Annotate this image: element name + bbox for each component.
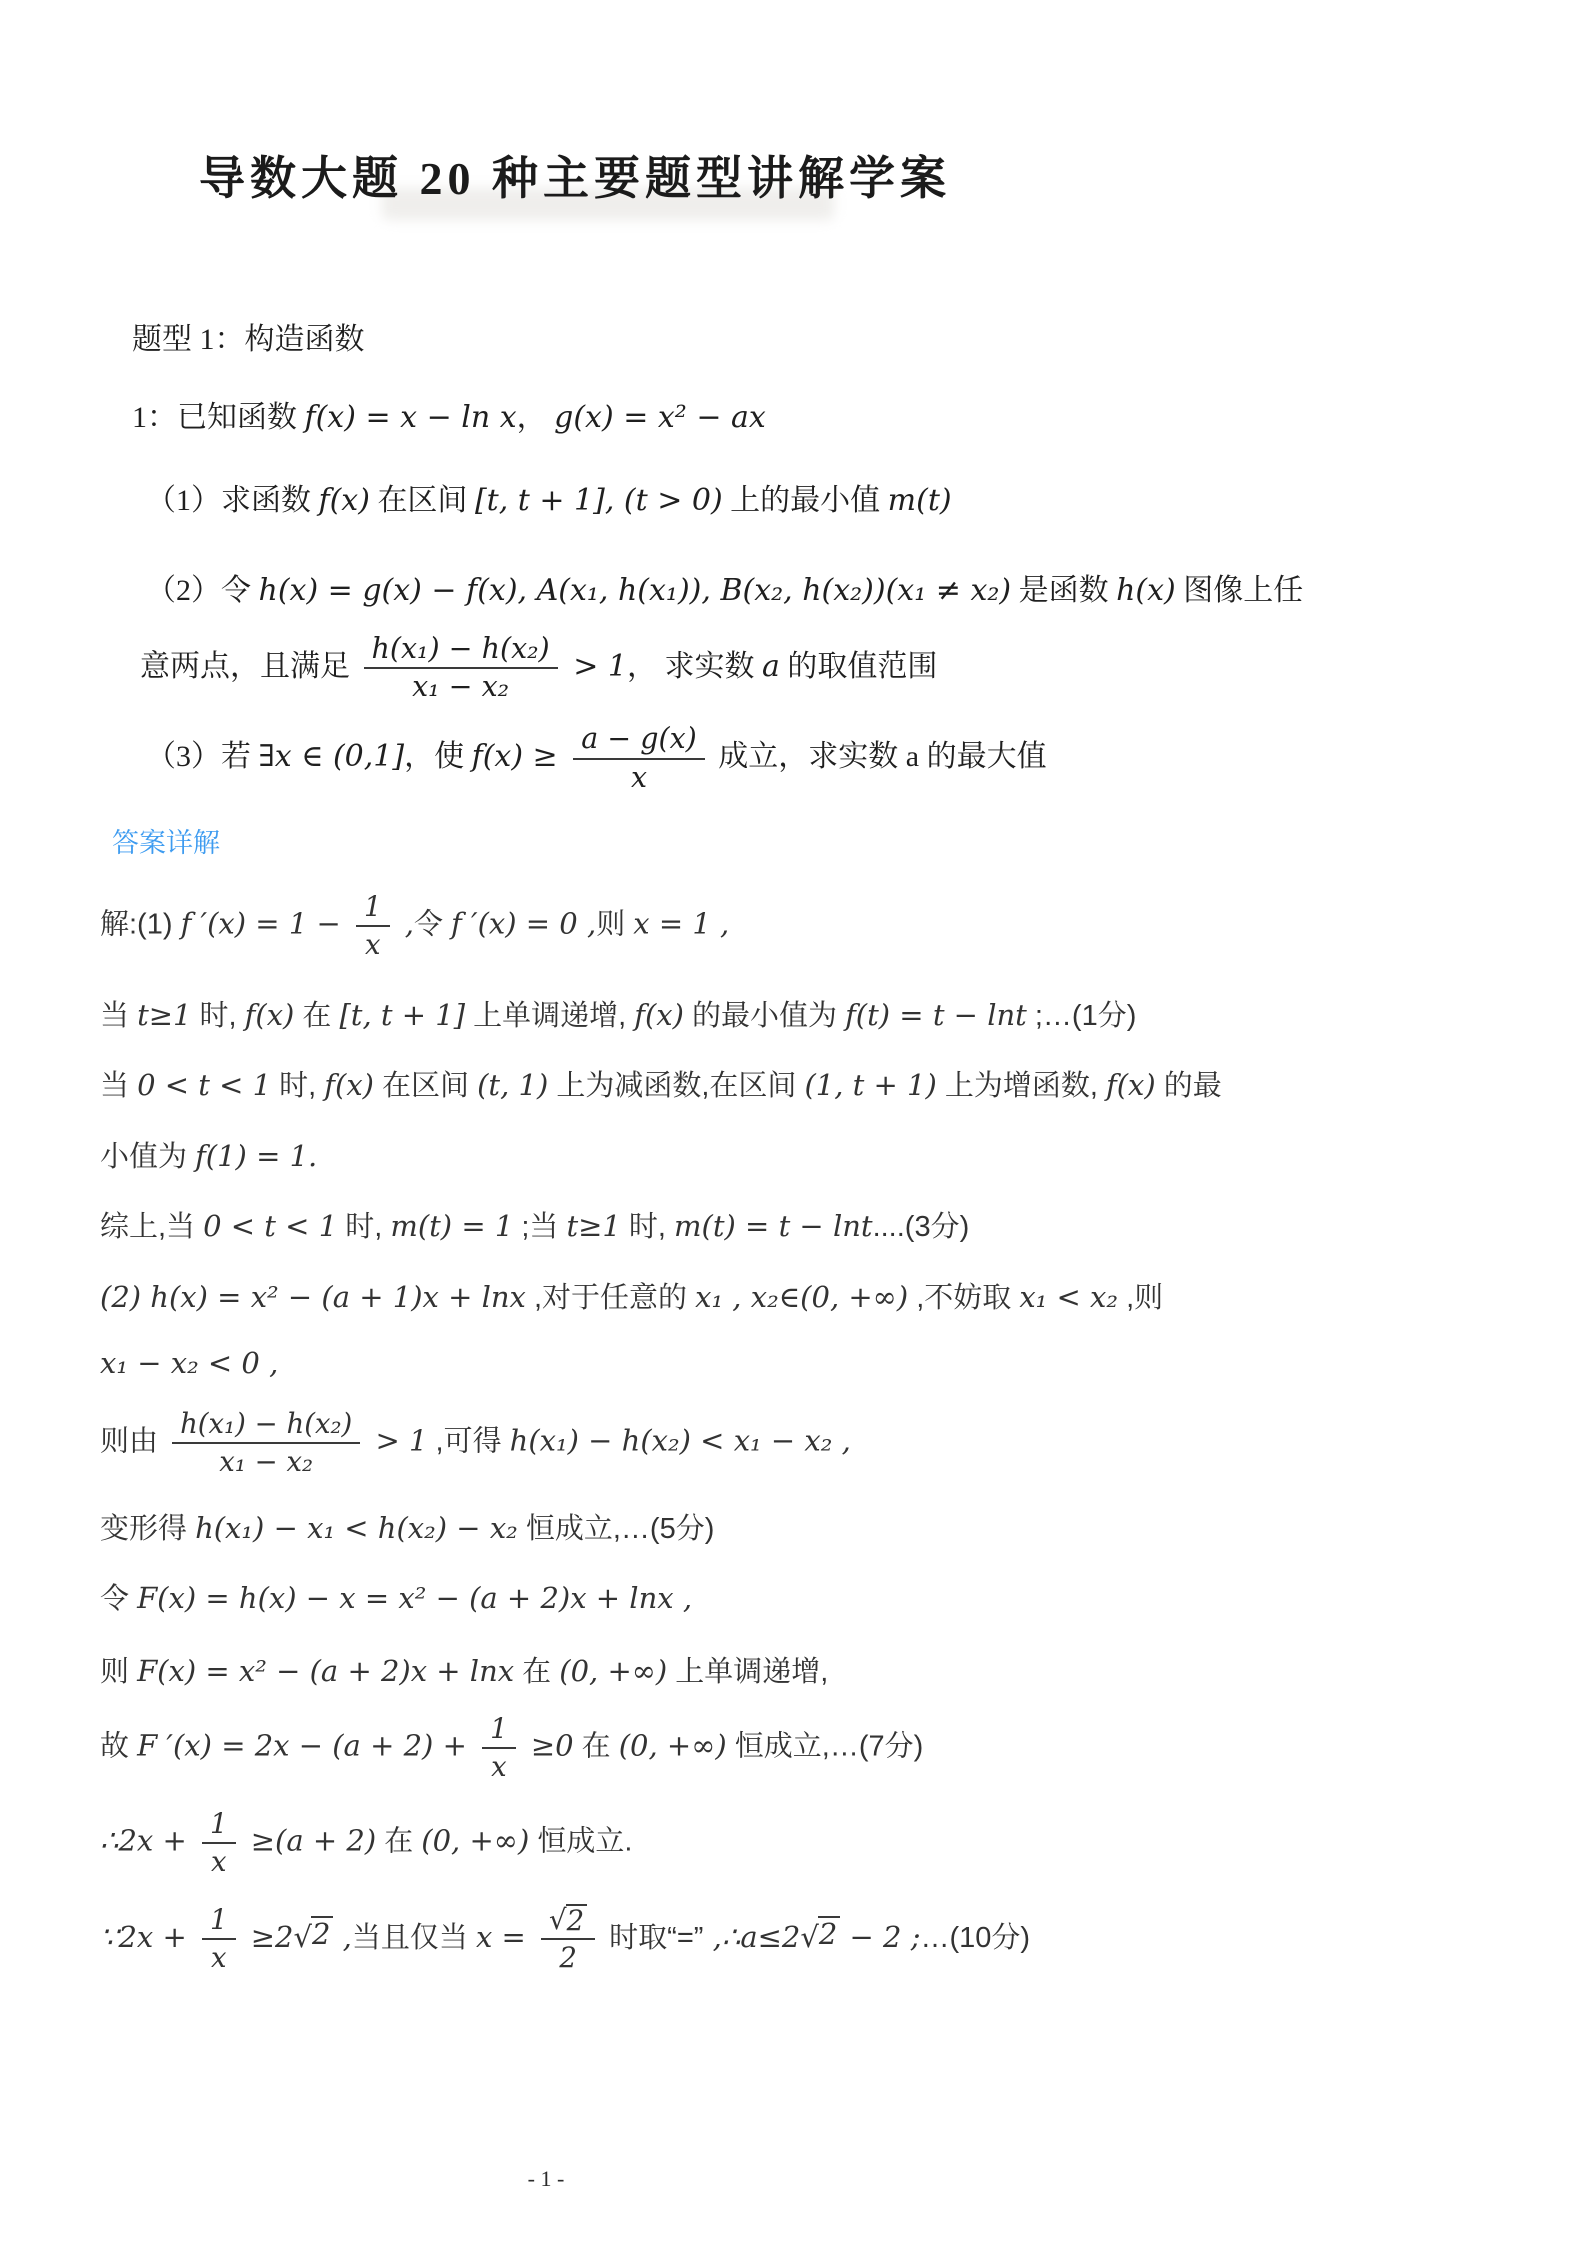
math-run: 2 bbox=[559, 1942, 577, 1975]
text-run: 则 bbox=[596, 908, 634, 941]
text-run: ,对于任意的 bbox=[525, 1281, 696, 1314]
math-run: h(x) = g(x) − f(x), A(x₁, h(x₁)), B(x₂, h(x₂))(x₁ ≠ x₂) bbox=[258, 572, 1012, 608]
math-run: x = 1 , bbox=[633, 906, 730, 941]
text-run: ;…(1分) bbox=[1026, 999, 1137, 1032]
solution-line bbox=[100, 1064, 1587, 1109]
text-run: 当且仅当 bbox=[351, 1921, 476, 1954]
text-run: 在 bbox=[514, 1655, 560, 1688]
math-run: f(t) = t − lnt bbox=[845, 997, 1027, 1032]
text-run: 时, bbox=[271, 1070, 325, 1103]
text-run: ,可得 bbox=[427, 1425, 510, 1458]
math-run: x bbox=[210, 1941, 227, 1974]
fraction bbox=[202, 1807, 236, 1879]
text-run: ;当 bbox=[513, 1211, 567, 1244]
math-run: g(x) = x² − ax bbox=[554, 399, 766, 435]
solution-line bbox=[100, 1342, 1587, 1387]
text-run: 的最小值为 bbox=[683, 999, 846, 1032]
math-run: f(x) bbox=[1105, 1068, 1156, 1103]
math-run: f(x) ≥ bbox=[471, 739, 568, 775]
text-run: 在 bbox=[294, 999, 340, 1032]
page-title: 导数大题 20 种主要题型讲解学案 bbox=[199, 153, 951, 204]
math-run: F ′(x) = 2x − (a + 2) + bbox=[137, 1729, 477, 1764]
sqrt-expression: √ 2 bbox=[800, 1916, 840, 1960]
fraction bbox=[172, 1407, 360, 1479]
text-run: 在区间 bbox=[373, 1070, 478, 1103]
solution-line bbox=[100, 1276, 1587, 1321]
math-run: f(x) bbox=[244, 997, 295, 1032]
math-run: [t, t + 1] bbox=[339, 997, 466, 1032]
math-run: x₁ , x₂∈(0, +∞) bbox=[695, 1279, 909, 1314]
math-run: F(x) = x² − (a + 2)x + lnx bbox=[137, 1653, 515, 1688]
math-run: f ′(x) = 0 , bbox=[451, 906, 597, 941]
text-run: 当 bbox=[100, 999, 138, 1032]
problem-line-q1 bbox=[146, 479, 1587, 523]
text-run: 图像上任 bbox=[1175, 573, 1304, 607]
math-run: f(1) = 1. bbox=[195, 1138, 318, 1173]
fraction bbox=[541, 1903, 595, 1976]
text-run: 上为增函数, bbox=[936, 1070, 1106, 1103]
math-run: (t, 1) bbox=[477, 1068, 549, 1103]
math-run: x bbox=[365, 928, 381, 961]
text-run: 时, bbox=[337, 1211, 391, 1244]
text-run: 是函数 bbox=[1011, 573, 1117, 607]
math-run: h(x₁) − x₁ < h(x₂) − x₂ bbox=[195, 1510, 518, 1545]
math-run: f(x) bbox=[318, 483, 370, 518]
math-run: (0, +∞) bbox=[559, 1653, 668, 1688]
math-run: t≥1 bbox=[566, 1209, 621, 1244]
text-run: 1：已知函数 bbox=[132, 400, 305, 434]
math-run: > 1 bbox=[366, 1423, 428, 1458]
text-run: 恒成立,…(7分) bbox=[726, 1731, 924, 1764]
solution-line bbox=[100, 1712, 1587, 1784]
math-run: ∵2x + bbox=[100, 1919, 196, 1954]
math-run: ∴2x + bbox=[100, 1823, 196, 1858]
fraction bbox=[202, 1903, 236, 1975]
math-run: f(x) = x − ln x bbox=[304, 399, 517, 435]
math-run: > 1 bbox=[563, 649, 627, 685]
math-run: 1 bbox=[210, 1903, 228, 1936]
text-run: 成立，求实数 a 的最大值 bbox=[710, 740, 1047, 774]
text-run: 恒成立,…(5分) bbox=[517, 1512, 715, 1545]
text-run: 变形得 bbox=[100, 1512, 196, 1545]
text-run: ，使 bbox=[404, 740, 472, 774]
math-run: (0, +∞) bbox=[421, 1823, 530, 1858]
problem-line-q2 bbox=[146, 569, 1587, 613]
text-run: ， bbox=[516, 400, 555, 434]
text-run: 令 bbox=[100, 1583, 138, 1616]
problem-line-intro bbox=[132, 396, 1587, 440]
solution-line bbox=[100, 1507, 1587, 1552]
math-run: − 2 ; bbox=[840, 1919, 921, 1954]
text-run: 的最 bbox=[1155, 1070, 1222, 1103]
solution-line bbox=[100, 1650, 1587, 1695]
text-run: 在 bbox=[573, 1731, 619, 1764]
solution-line bbox=[100, 1135, 1587, 1180]
text-run: 的取值范围 bbox=[779, 650, 938, 684]
text-run: 时, bbox=[620, 1211, 675, 1244]
text-run: 上单调递增, bbox=[465, 999, 635, 1032]
text-run: 在区间 bbox=[369, 484, 475, 517]
text-run: 意两点，且满足 bbox=[140, 650, 358, 684]
solution-line bbox=[100, 994, 1587, 1039]
math-run: m(t) bbox=[887, 483, 952, 518]
page-number: - 1 - bbox=[527, 2166, 565, 2191]
math-run: ≥(a + 2) bbox=[241, 1823, 377, 1858]
fraction bbox=[356, 890, 390, 962]
problem-type-heading: 题型 1：构造函数 bbox=[132, 323, 365, 356]
math-run: m(t) = 1 bbox=[390, 1209, 514, 1244]
math-run: ,∴a≤2 bbox=[703, 1919, 801, 1954]
fraction bbox=[482, 1712, 516, 1784]
math-run: t≥1 bbox=[137, 997, 192, 1032]
text-run: 上单调递增, bbox=[667, 1655, 829, 1688]
text-run: 综上,当 bbox=[100, 1211, 204, 1244]
math-run: f ′(x) = 1 − bbox=[180, 906, 351, 941]
text-run: 上的最小值 bbox=[722, 484, 888, 517]
text-run: ,则 bbox=[1118, 1281, 1164, 1314]
text-run: 则 bbox=[100, 1655, 138, 1688]
text-run: 令 bbox=[413, 908, 452, 941]
math-run: x bbox=[630, 760, 648, 794]
solution-line bbox=[100, 1903, 1587, 1976]
math-run: (1, t + 1) bbox=[804, 1068, 937, 1103]
math-run: x₁ − x₂ bbox=[412, 670, 510, 704]
text-run: 在 bbox=[376, 1825, 422, 1858]
math-run: x bbox=[491, 1751, 507, 1784]
math-run: m(t) = t − lnt bbox=[674, 1209, 873, 1244]
math-run: x bbox=[210, 1845, 227, 1878]
math-run: 1 bbox=[210, 1807, 228, 1840]
math-run: a − g(x) bbox=[581, 722, 697, 756]
text-run: ....(3分) bbox=[872, 1211, 970, 1244]
math-run: [t, t + 1], (t > 0) bbox=[474, 483, 723, 518]
text-run: ， 求实数 bbox=[626, 650, 762, 684]
solution-line bbox=[100, 1807, 1587, 1879]
sqrt-expression: √ 2 bbox=[549, 1904, 587, 1938]
math-run: h(x₁) − h(x₂) bbox=[371, 632, 550, 665]
answer-link[interactable]: 答案详解 bbox=[112, 827, 220, 858]
math-run: 0 < t < 1 bbox=[203, 1209, 338, 1244]
math-run: x₁ − x₂ bbox=[219, 1445, 314, 1478]
solution-section bbox=[0, 890, 1587, 1976]
fraction bbox=[364, 632, 558, 704]
solution-line bbox=[100, 890, 1587, 962]
text-run: 时取“=” bbox=[601, 1921, 704, 1954]
text-run: ,不妨取 bbox=[908, 1281, 1020, 1314]
math-run: 1 bbox=[490, 1713, 508, 1746]
math-run: a bbox=[761, 649, 780, 685]
sqrt-expression: √ 2 bbox=[294, 1916, 334, 1960]
math-run: h(x₁) − h(x₂) bbox=[180, 1407, 353, 1440]
text-run: （1）求函数 bbox=[146, 484, 319, 517]
math-run: 1 bbox=[364, 890, 382, 923]
math-run: ≥0 bbox=[521, 1729, 574, 1764]
math-run: , bbox=[333, 1919, 352, 1954]
text-run: 当 bbox=[100, 1070, 138, 1103]
text-run: 解:(1) bbox=[100, 908, 181, 941]
text-run: 恒成立. bbox=[529, 1825, 633, 1858]
solution-line bbox=[100, 1577, 1587, 1622]
text-run: （3）若 bbox=[146, 740, 259, 774]
text-run: 小值为 bbox=[100, 1140, 196, 1173]
math-run: 0 < t < 1 bbox=[137, 1068, 272, 1103]
math-run: f(x) bbox=[324, 1068, 374, 1103]
text-run: …(10分) bbox=[920, 1921, 1031, 1954]
solution-line bbox=[100, 1407, 1587, 1479]
math-run: (0, +∞) bbox=[618, 1729, 727, 1764]
math-run: x = bbox=[475, 1919, 536, 1954]
math-run: ≥2 bbox=[241, 1919, 294, 1954]
math-run: , bbox=[395, 906, 414, 941]
text-run: （2）令 bbox=[146, 573, 259, 607]
text-run: 故 bbox=[100, 1731, 138, 1764]
text-run: 上为减函数,在区间 bbox=[548, 1070, 805, 1103]
problem-line-q2-cont bbox=[140, 632, 1587, 704]
math-run: h(x) bbox=[1116, 572, 1176, 608]
problem-line-q3 bbox=[146, 722, 1587, 794]
problem-section bbox=[0, 318, 1587, 795]
math-run: f(x) bbox=[634, 997, 684, 1032]
text-run: 则由 bbox=[100, 1425, 167, 1458]
text-run: 时, bbox=[191, 999, 245, 1032]
math-run: (2) h(x) = x² − (a + 1)x + lnx bbox=[100, 1279, 526, 1314]
math-run: x₁ − x₂ < 0 , bbox=[100, 1346, 279, 1381]
fraction bbox=[573, 722, 705, 794]
math-run: F(x) = h(x) − x = x² − (a + 2)x + lnx , bbox=[137, 1581, 693, 1616]
solution-line bbox=[100, 1205, 1587, 1250]
math-run: x₁ < x₂ bbox=[1019, 1279, 1119, 1314]
math-run: ∃x ∈ (0,1] bbox=[258, 739, 405, 775]
math-run: h(x₁) − h(x₂) < x₁ − x₂ , bbox=[509, 1423, 851, 1458]
